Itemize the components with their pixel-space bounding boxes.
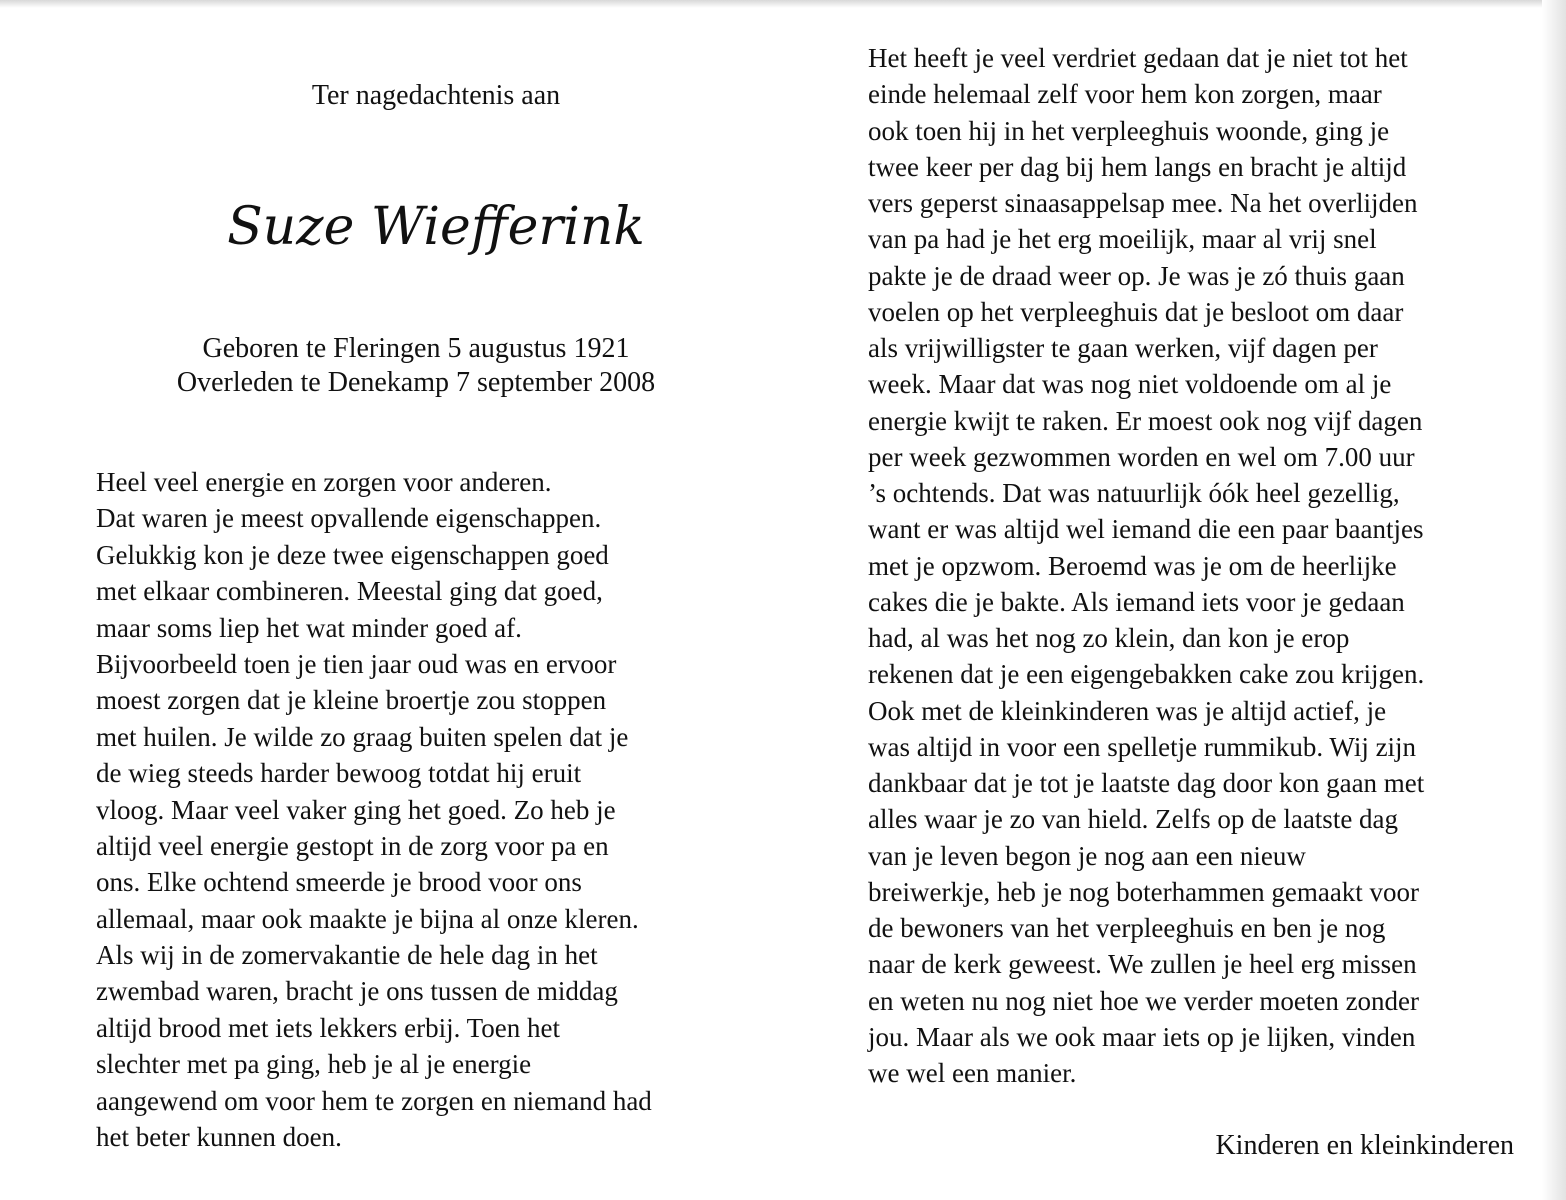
text-line: breiwerkje, heb je nog boterhammen gemaakt voor bbox=[868, 876, 1420, 907]
text-line: ’s ochtends. Dat was natuurlijk óók heel gezellig, bbox=[868, 478, 1400, 508]
text-line: ook toen hij in het verpleeghuis woonde, ging je bbox=[868, 115, 1390, 146]
text-line: altijd brood met iets lekkers erbij. Toen het bbox=[96, 1012, 560, 1043]
left-body-text bbox=[96, 464, 756, 1155]
intro-text: Ter nagedachtenis aan bbox=[311, 80, 561, 111]
text-line: als vrijwilligster te gaan werken, vijf dagen per bbox=[868, 333, 1378, 363]
text-line: twee keer per dag bij hem langs en bracht je altijd bbox=[868, 151, 1407, 182]
text-line: vloog. Maar veel vaker ging het goed. Zo heb je bbox=[96, 794, 616, 825]
text-line: vers geperst sinaasappelsap mee. Na het overlijden bbox=[868, 188, 1418, 218]
text-line: de bewoners van het verpleeghuis en ben je nog bbox=[868, 913, 1386, 943]
text-line: en weten nu nog niet hoe we verder moeten zonder bbox=[868, 985, 1420, 1016]
text-line: moest zorgen dat je kleine broertje zou stoppen bbox=[96, 685, 607, 716]
text-line: einde helemaal zelf voor hem kon zorgen, maar bbox=[868, 79, 1382, 110]
text-line: Het heeft je veel verdriet gedaan dat je niet tot het bbox=[868, 43, 1408, 73]
death-line: Overleden te Denekamp 7 september 2008 bbox=[176, 367, 656, 398]
text-line: Gelukkig kon je deze twee eigenschappen goed bbox=[96, 539, 609, 570]
text-line: altijd veel energie gestopt in de zorg voor pa en bbox=[96, 830, 609, 861]
deceased-name: Suze Wiefferink bbox=[227, 197, 645, 257]
text-line: dankbaar dat je tot je laatste dag door kon gaan met bbox=[868, 768, 1425, 798]
text-line: energie kwijt te raken. Er moest ook nog vijf dagen bbox=[868, 405, 1423, 436]
text-line: pakte je de draad weer op. Je was je zó thuis gaan bbox=[868, 260, 1405, 291]
text-line: de wieg steeds harder bewoog totdat hij eruit bbox=[96, 758, 582, 789]
scan-edge-top bbox=[0, 0, 1566, 8]
text-line: want er was altijd wel iemand die een paar baantjes bbox=[868, 514, 1424, 545]
text-line: alles waar je zo van hield. Zelfs op de laatste dag bbox=[868, 804, 1399, 835]
signature: Kinderen en kleinkinderen bbox=[1215, 1130, 1514, 1161]
text-line: met elkaar combineren. Meestal ging dat goed, bbox=[96, 576, 603, 607]
text-line: van je leven begon je nog aan een nieuw bbox=[868, 840, 1306, 871]
text-line: jou. Maar als we ook maar iets op je lijken, vinden bbox=[868, 1021, 1416, 1052]
text-line: cakes die je bakte. Als iemand iets voor je gedaan bbox=[868, 586, 1405, 617]
text-line: slechter met pa ging, heb je al je energie bbox=[96, 1049, 532, 1080]
birth-line: Geboren te Fleringen 5 augustus 1921 bbox=[202, 333, 630, 364]
text-line: ons. Elke ochtend smeerde je brood voor ons bbox=[96, 867, 582, 898]
text-line: Bijvoorbeeld toen je tien jaar oud was en ervoor bbox=[96, 648, 617, 679]
text-line: maar soms liep het wat minder goed af. bbox=[96, 612, 522, 643]
text-line: Als wij in de zomervakantie de hele dag in het bbox=[96, 940, 598, 971]
text-line: week. Maar dat was nog niet voldoende om al je bbox=[868, 369, 1392, 400]
text-line: het beter kunnen doen. bbox=[96, 1122, 342, 1153]
text-line: Ook met de kleinkinderen was je altijd actief, je bbox=[868, 695, 1387, 726]
text-line: van pa had je het erg moeilijk, maar al vrij snel bbox=[868, 224, 1377, 255]
text-line: naar de kerk geweest. We zullen je heel erg missen bbox=[868, 949, 1417, 980]
life-dates bbox=[96, 332, 736, 400]
text-line: rekenen dat je een eigengebakken cake zou krijgen. bbox=[868, 659, 1425, 690]
text-line: Heel veel energie en zorgen voor anderen. bbox=[96, 467, 552, 497]
text-line: allemaal, maar ook maakte je bijna al onze kleren. bbox=[96, 903, 639, 934]
right-body-text bbox=[868, 40, 1528, 1091]
text-line: met huilen. Je wilde zo graag buiten spelen dat je bbox=[96, 721, 629, 752]
text-line: per week gezwommen worden en wel om 7.00 uur bbox=[868, 441, 1415, 472]
text-line: had, al was het nog zo klein, dan kon je erop bbox=[868, 623, 1350, 653]
text-line: aangewend om voor hem te zorgen en niemand had bbox=[96, 1085, 652, 1116]
text-line: was altijd in voor een spelletje rummikub. Wij zijn bbox=[868, 731, 1417, 762]
text-line: met je opzwom. Beroemd was je om de heerlijke bbox=[868, 550, 1397, 581]
scan-edge-right bbox=[1542, 0, 1566, 1200]
text-line: we wel een manier. bbox=[868, 1058, 1077, 1088]
text-line: zwembad waren, bracht je ons tussen de middag bbox=[96, 976, 618, 1007]
text-line: voelen op het verpleeghuis dat je besloot om daar bbox=[868, 296, 1404, 327]
text-line: Dat waren je meest opvallende eigenschappen. bbox=[96, 503, 602, 534]
